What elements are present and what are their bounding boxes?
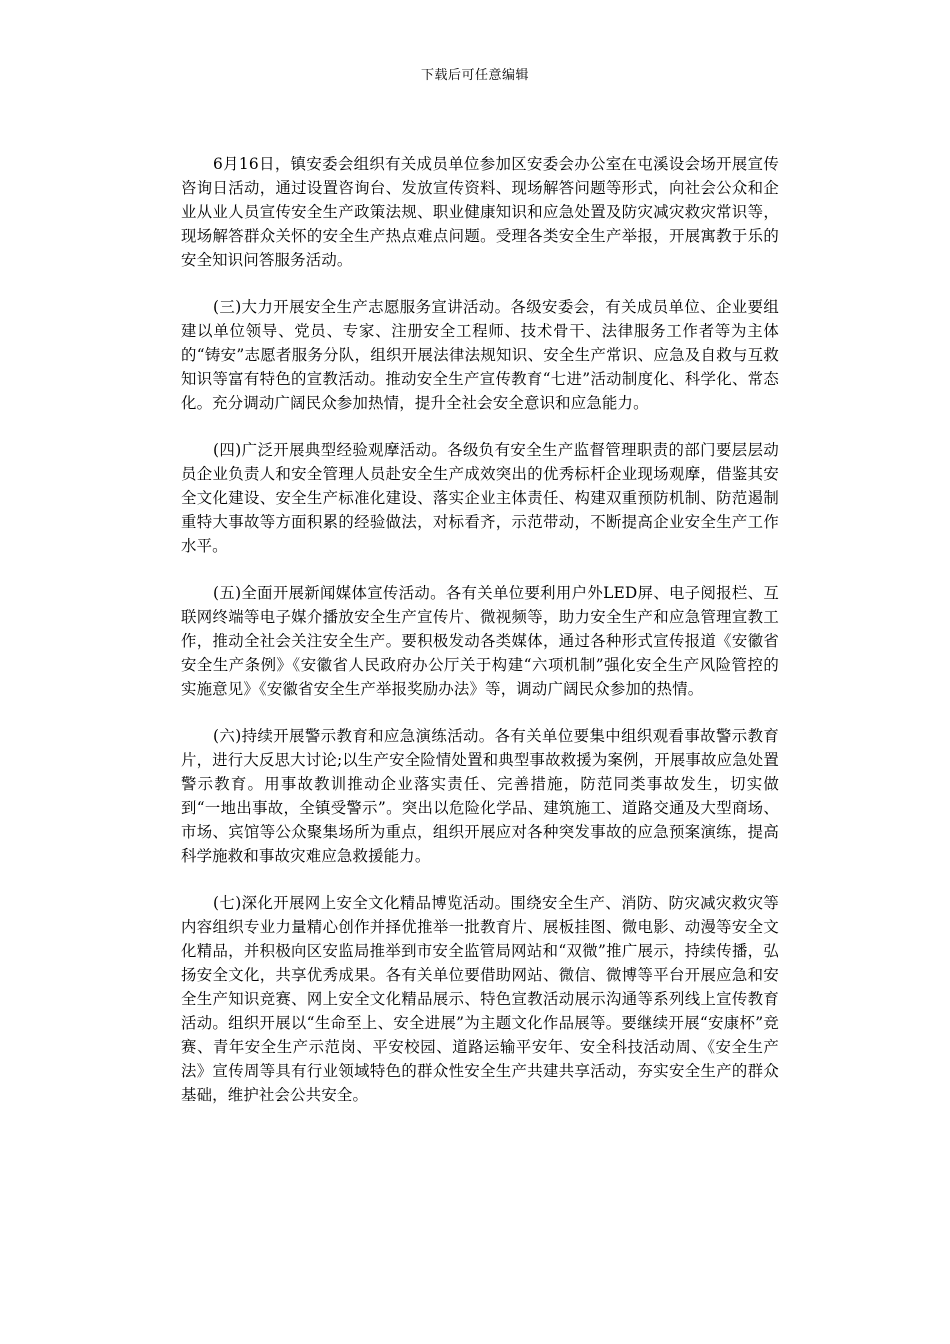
paragraph-section-6: (六)持续开展警示教育和应急演练活动。各有关单位要集中组织观看事故警示教育片，进行大反思大讨论;以生产安全险情处置和典型事故救援为案例，开展事故应急处置警示教育。用事故教训推动企业落实责任、完善措施，防范同类事故发生，切实做到“一地出事故，全镇受警示”。突出以危险化学品、建筑施工、道路交通及大型商场、市场、宾馆等公众聚集场所为重点，组织开展应对各种突发事故的应急预案演练，提高科学施救和事故灾难应急救援能力。 — [181, 727, 779, 865]
page-header-note: 下载后可任意编辑 — [420, 68, 529, 83]
paragraph-section-4: (四)广泛开展典型经验观摩活动。各级负有安全生产监督管理职责的部门要层层动员企业负责人和安全管理人员赴安全生产成效突出的优秀标杆企业现场观摩，借鉴其安全文化建设、安全生产标准化建设、落实企业主体责任、构建双重预防机制、防范遏制重特大事故等方面积累的经验做法，对标看齐，示范带动，不断提高企业安全生产工作水平。 — [181, 441, 779, 555]
paragraph-june-16-activity: 6月16日，镇安委会组织有关成员单位参加区安委会办公室在屯溪设会场开展宣传咨询日活动，通过设置咨询台、发放宣传资料、现场解答问题等形式，向社会公众和企业从业人员宣传安全生产政策法规、职业健康知识和应急处置及防灾减灾救灾常识等，现场解答群众关怀的安全生产热点难点问题。受理各类安全生产举报，开展寓教于乐的安全知识问答服务活动。 — [181, 155, 779, 269]
document-body — [181, 152, 779, 1130]
paragraph-section-5: (五)全面开展新闻媒体宣传活动。各有关单位要利用户外LED屏、电子阅报栏、互联网终端等电子媒介播放安全生产宣传片、微视频等，助力安全生产和应急管理宣教工作，推动全社会关注安全生产。要积极发动各类媒体，通过各种形式宣传报道《安徽省安全生产条例》《安徽省人民政府办公厅关于构建“六项机制”强化安全生产风险管控的实施意见》《安徽省安全生产举报奖励办法》等，调动广阔民众参加的热情。 — [181, 584, 779, 698]
paragraph-section-7: (七)深化开展网上安全文化精品博览活动。围绕安全生产、消防、防灾减灾救灾等内容组织专业力量精心创作并择优推举一批教育片、展板挂图、微电影、动漫等安全文化精品，并积极向区安监局推举到市安全监管局网站和“双微”推广展示，持续传播，弘扬安全文化，共享优秀成果。各有关单位要借助网站、微信、微博等平台开展应急和安全生产知识竞赛、网上安全文化精品展示、特色宣教活动展示沟通等系列线上宣传教育活动。组织开展以“生命至上、安全进展”为主题文化作品展等。要继续开展“安康杯”竞赛、青年安全生产示范岗、平安校园、道路运输平安年、安全科技活动周、《安全生产法》宣传周等具有行业领域特色的群众性安全生产共建共享活动，夯实安全生产的群众基础，维护社会公共安全。 — [181, 894, 779, 1104]
paragraph-section-3: (三)大力开展安全生产志愿服务宣讲活动。各级安委会，有关成员单位、企业要组建以单位领导、党员、专家、注册安全工程师、技术骨干、法律服务工作者等为主体的“铸安”志愿者服务分队，组织开展法律法规知识、安全生产常识、应急及自救与互救知识等富有特色的宣教活动。推动安全生产宣传教育“七进”活动制度化、科学化、常态化。充分调动广阔民众参加热情，提升全社会安全意识和应急能力。 — [181, 298, 779, 412]
